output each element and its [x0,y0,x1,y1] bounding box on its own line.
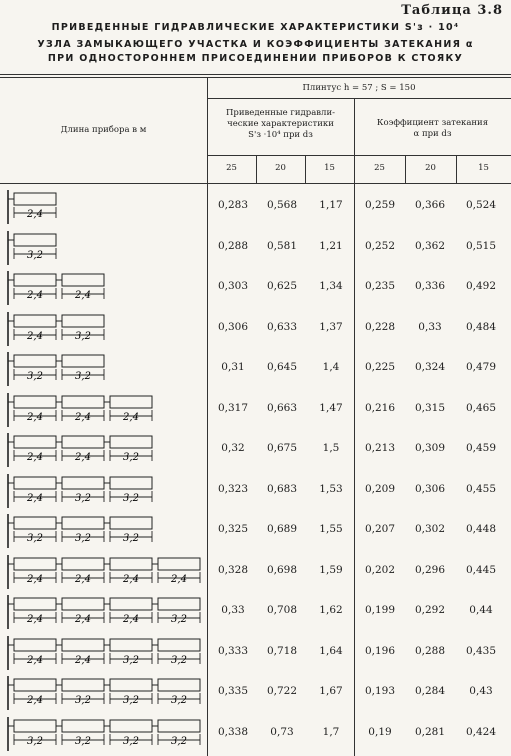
radiator-unit [104,558,152,585]
length-label: 2,4 [75,411,91,423]
diameter-header: 25 [374,163,385,173]
radiator-unit [152,598,200,625]
value-cell: 0,292 [414,604,446,616]
value-cell: 0,435 [465,644,497,657]
radiator-body [14,436,56,448]
value-cell: 0,303 [217,280,249,292]
radiator-body [110,720,152,732]
group-header-divider [207,155,511,156]
value-cell: 0,689 [266,523,298,535]
length-label: 2,4 [27,330,43,342]
radiator-unit [104,639,152,666]
value-cell: 0,193 [364,685,396,697]
value-cell: 0,199 [364,604,396,616]
value-cell: 0,209 [364,482,396,495]
length-label: 2,4 [27,411,43,423]
device-scheme [4,676,204,710]
length-label: 3,2 [27,735,43,747]
value-cell: 0,284 [414,685,446,697]
radiator-body [14,396,56,408]
span-divider [207,98,511,99]
radiator-body [110,558,152,570]
length-label: 2,4 [123,573,139,585]
length-label: 3,2 [27,371,43,382]
value-cell: 0,625 [266,280,298,292]
value-cell: 0,296 [414,563,446,576]
length-label: 2,4 [27,209,43,220]
value-cell: 0,645 [266,361,298,373]
radiator-body [158,639,200,651]
value-cell: 0,335 [217,685,249,697]
radiator-body [110,517,152,529]
value-cell: 0,675 [266,442,298,454]
length-label: 3,2 [123,735,139,747]
radiator-unit [8,558,56,585]
device-scheme [4,190,204,224]
radiator-body [158,598,200,610]
value-cell: 1,21 [319,239,343,252]
radiator-unit [104,598,152,625]
length-label: 3,2 [75,735,91,747]
radiator-unit [56,436,104,463]
radiator-body [62,517,104,529]
length-label: 2,4 [27,452,43,463]
value-cell: 0,196 [364,644,396,657]
radiator-body [110,436,152,448]
radiator-unit [8,274,56,301]
radiator-unit [56,558,104,585]
value-cell: 0,328 [217,563,249,576]
length-label: 3,2 [123,452,139,463]
diameter-header: 20 [275,163,286,173]
row-label-header: Длина прибора в м [60,125,147,135]
value-cell: 0,281 [414,725,446,738]
radiator-body [62,639,104,651]
length-label: 3,2 [75,695,91,706]
length-label: 2,4 [123,614,139,625]
radiator-body [14,274,56,286]
radiator-body [110,679,152,691]
length-label: 2,4 [27,695,43,706]
radiator-unit [8,436,56,463]
table-top-rule [0,74,511,75]
value-cell: 0,19 [368,725,392,738]
radiator-unit [8,477,56,504]
value-cell: 0,288 [414,644,446,657]
length-label: 3,2 [123,695,139,706]
radiator-unit [56,679,104,706]
value-cell: 0,288 [217,239,249,252]
value-cell: 0,43 [469,685,493,697]
value-cell: 1,53 [319,482,343,495]
length-label: 3,2 [75,492,91,504]
value-cell: 0,663 [266,401,298,414]
radiator-unit [152,639,200,666]
length-label: 2,4 [27,614,43,625]
radiator-body [14,679,56,691]
length-label: 3,2 [171,614,187,625]
radiator-unit [8,396,56,423]
length-label: 3,2 [123,654,139,666]
value-cell: 0,315 [414,401,446,414]
value-cell: 0,324 [414,361,446,373]
value-cell: 0,228 [364,320,396,333]
device-scheme [4,555,204,589]
value-cell: 0,448 [465,523,497,535]
span-header: Плинтус h = 57 ; S = 150 [302,83,416,93]
value-cell: 0,283 [217,199,249,211]
value-cell: 0,33 [418,320,442,333]
radiator-body [62,679,104,691]
length-label: 2,4 [75,654,91,666]
length-label: 2,4 [27,654,43,666]
value-cell: 0,424 [465,725,497,738]
table-top-rule-2 [0,77,511,78]
value-cell: 1,55 [319,523,343,535]
value-cell: 1,47 [319,401,343,414]
value-cell: 1,34 [319,280,343,292]
value-cell: 1,4 [322,361,340,373]
device-scheme [4,514,204,548]
device-scheme [4,474,204,508]
device-scheme [4,231,204,265]
radiator-unit [8,193,56,220]
value-cell: 0,459 [465,442,497,454]
radiator-body [110,598,152,610]
radiator-unit [8,234,56,261]
length-label: 3,2 [171,695,187,706]
radiator-body [62,396,104,408]
radiator-body [14,598,56,610]
value-cell: 0,259 [364,199,396,211]
value-cell: 0,568 [266,199,298,211]
value-cell: 0,366 [414,199,446,211]
value-cell: 0,302 [414,523,446,535]
radiator-body [62,436,104,448]
radiator-body [14,315,56,327]
radiator-unit [8,639,56,666]
radiator-unit [104,477,152,504]
radiator-unit [104,396,152,423]
radiator-unit [8,315,56,342]
value-cell: 0,333 [217,644,249,657]
value-cell: 0,213 [364,442,396,454]
value-cell: 0,455 [465,482,497,495]
radiator-unit [8,517,56,544]
radiator-unit [8,598,56,625]
value-cell: 0,708 [266,604,298,616]
radiator-body [110,396,152,408]
length-label: 3,2 [75,533,91,544]
value-cell: 0,722 [266,685,298,697]
device-scheme [4,312,204,346]
radiator-body [14,558,56,570]
value-cell: 0,581 [266,239,298,252]
value-cell: 0,336 [414,280,446,292]
radiator-body [110,639,152,651]
value-cell: 0,44 [469,604,493,616]
value-cell: 1,7 [322,725,340,738]
value-cell: 0,225 [364,361,396,373]
radiator-body [62,477,104,489]
value-cell: 0,73 [270,725,294,738]
diameter-header: 15 [324,163,335,173]
value-cell: 0,479 [465,361,497,373]
radiator-unit [56,396,104,423]
length-label: 3,2 [27,249,43,261]
value-cell: 0,33 [221,604,245,616]
radiator-unit [56,598,104,625]
radiator-unit [56,639,104,666]
value-cell: 0,207 [364,523,396,535]
diameter-header: 15 [478,163,489,173]
value-cell: 0,235 [364,280,396,292]
length-label: 2,4 [75,290,91,301]
length-label: 3,2 [123,533,139,544]
radiator-unit [104,436,152,463]
device-scheme [4,352,204,386]
radiator-body [62,355,104,367]
value-cell: 1,59 [319,563,343,576]
radiator-unit [8,720,56,747]
length-label: 2,4 [27,290,43,301]
device-scheme [4,433,204,467]
radiator-body [14,639,56,651]
value-cell: 1,64 [319,644,343,657]
value-cell: 0,465 [465,401,497,414]
header-bottom-rule [0,183,511,184]
radiator-unit [152,679,200,706]
table-number: Таблица 3.8 [401,3,503,18]
value-cell: 0,515 [465,239,497,252]
value-cell: 1,62 [319,604,343,616]
value-cell: 0,252 [364,239,396,252]
radiator-body [14,517,56,529]
length-label: 2,4 [75,452,91,463]
radiator-body [158,720,200,732]
group-divider [354,98,355,756]
title-line-1: ПРИВЕДЕННЫЕ ГИДРАВЛИЧЕСКИЕ ХАРАКТЕРИСТИКИ S'з · 10⁴ [51,22,460,33]
length-label: 3,2 [75,371,91,382]
device-scheme [4,717,204,751]
radiator-unit [152,558,200,585]
group2-header: Коэффициент затекания α при dз [376,118,489,139]
radiator-body [110,477,152,489]
radiator-body [14,193,56,205]
radiator-unit [104,517,152,544]
length-label: 2,4 [27,573,43,585]
group1-header: Приведенные гидравли- ческие характеристики S'з ·10⁴ при dз [225,108,335,140]
value-cell: 0,309 [414,442,446,454]
radiator-unit [56,477,104,504]
value-cell: 0,202 [364,563,396,576]
length-label: 2,4 [75,614,91,625]
title-line-2: УЗЛА ЗАМЫКАЮЩЕГО УЧАСТКА И КОЭФФИЦИЕНТЫ ЗАТЕКАНИЯ α [37,39,474,50]
length-label: 3,2 [27,533,43,544]
length-label: 2,4 [75,573,91,585]
radiator-body [14,234,56,246]
length-label: 3,2 [75,330,91,342]
value-cell: 0,633 [266,320,298,333]
value-cell: 0,323 [217,482,249,495]
device-scheme [4,636,204,670]
radiator-unit [56,274,104,301]
radiator-unit [8,355,56,382]
device-scheme [4,271,204,305]
radiator-body [62,598,104,610]
value-cell: 0,362 [414,239,446,252]
value-cell: 0,698 [266,563,298,576]
radiator-body [62,274,104,286]
value-cell: 0,683 [266,482,298,495]
value-cell: 0,492 [465,280,497,292]
length-label: 3,2 [123,492,139,504]
value-cell: 0,524 [465,199,497,211]
length-label: 3,2 [171,735,187,747]
radiator-unit [8,679,56,706]
value-cell: 1,67 [319,685,343,697]
value-cell: 0,31 [221,361,245,373]
value-cell: 0,325 [217,523,249,535]
value-cell: 0,718 [266,644,298,657]
device-scheme [4,393,204,427]
radiator-body [62,558,104,570]
value-cell: 1,17 [319,199,343,211]
diameter-header: 20 [425,163,436,173]
radiator-unit [104,720,152,747]
title-line-3: ПРИ ОДНОСТОРОННЕМ ПРИСОЕДИНЕНИИ ПРИБОРОВ К СТОЯКУ [47,53,464,64]
length-label: 2,4 [123,411,139,423]
radiator-unit [56,517,104,544]
length-label: 3,2 [171,654,187,666]
radiator-unit [104,679,152,706]
radiator-body [158,558,200,570]
length-label: 2,4 [27,492,43,504]
device-scheme [4,595,204,629]
radiator-body [14,477,56,489]
value-cell: 0,317 [217,401,249,414]
diameter-header: 25 [226,163,237,173]
radiator-body [14,355,56,367]
radiator-body [62,720,104,732]
radiator-body [62,315,104,327]
value-cell: 0,484 [465,320,497,333]
value-cell: 0,445 [465,563,497,576]
value-cell: 0,216 [364,401,396,414]
value-cell: 0,32 [221,442,245,454]
radiator-unit [56,315,104,342]
value-cell: 0,306 [414,482,446,495]
value-cell: 0,306 [217,320,249,333]
value-cell: 1,37 [319,320,343,333]
value-cell: 0,338 [217,725,249,738]
radiator-body [14,720,56,732]
radiator-unit [56,720,104,747]
radiator-unit [56,355,104,382]
length-label: 2,4 [171,573,187,585]
radiator-unit [152,720,200,747]
radiator-body [158,679,200,691]
value-cell: 1,5 [322,442,340,454]
